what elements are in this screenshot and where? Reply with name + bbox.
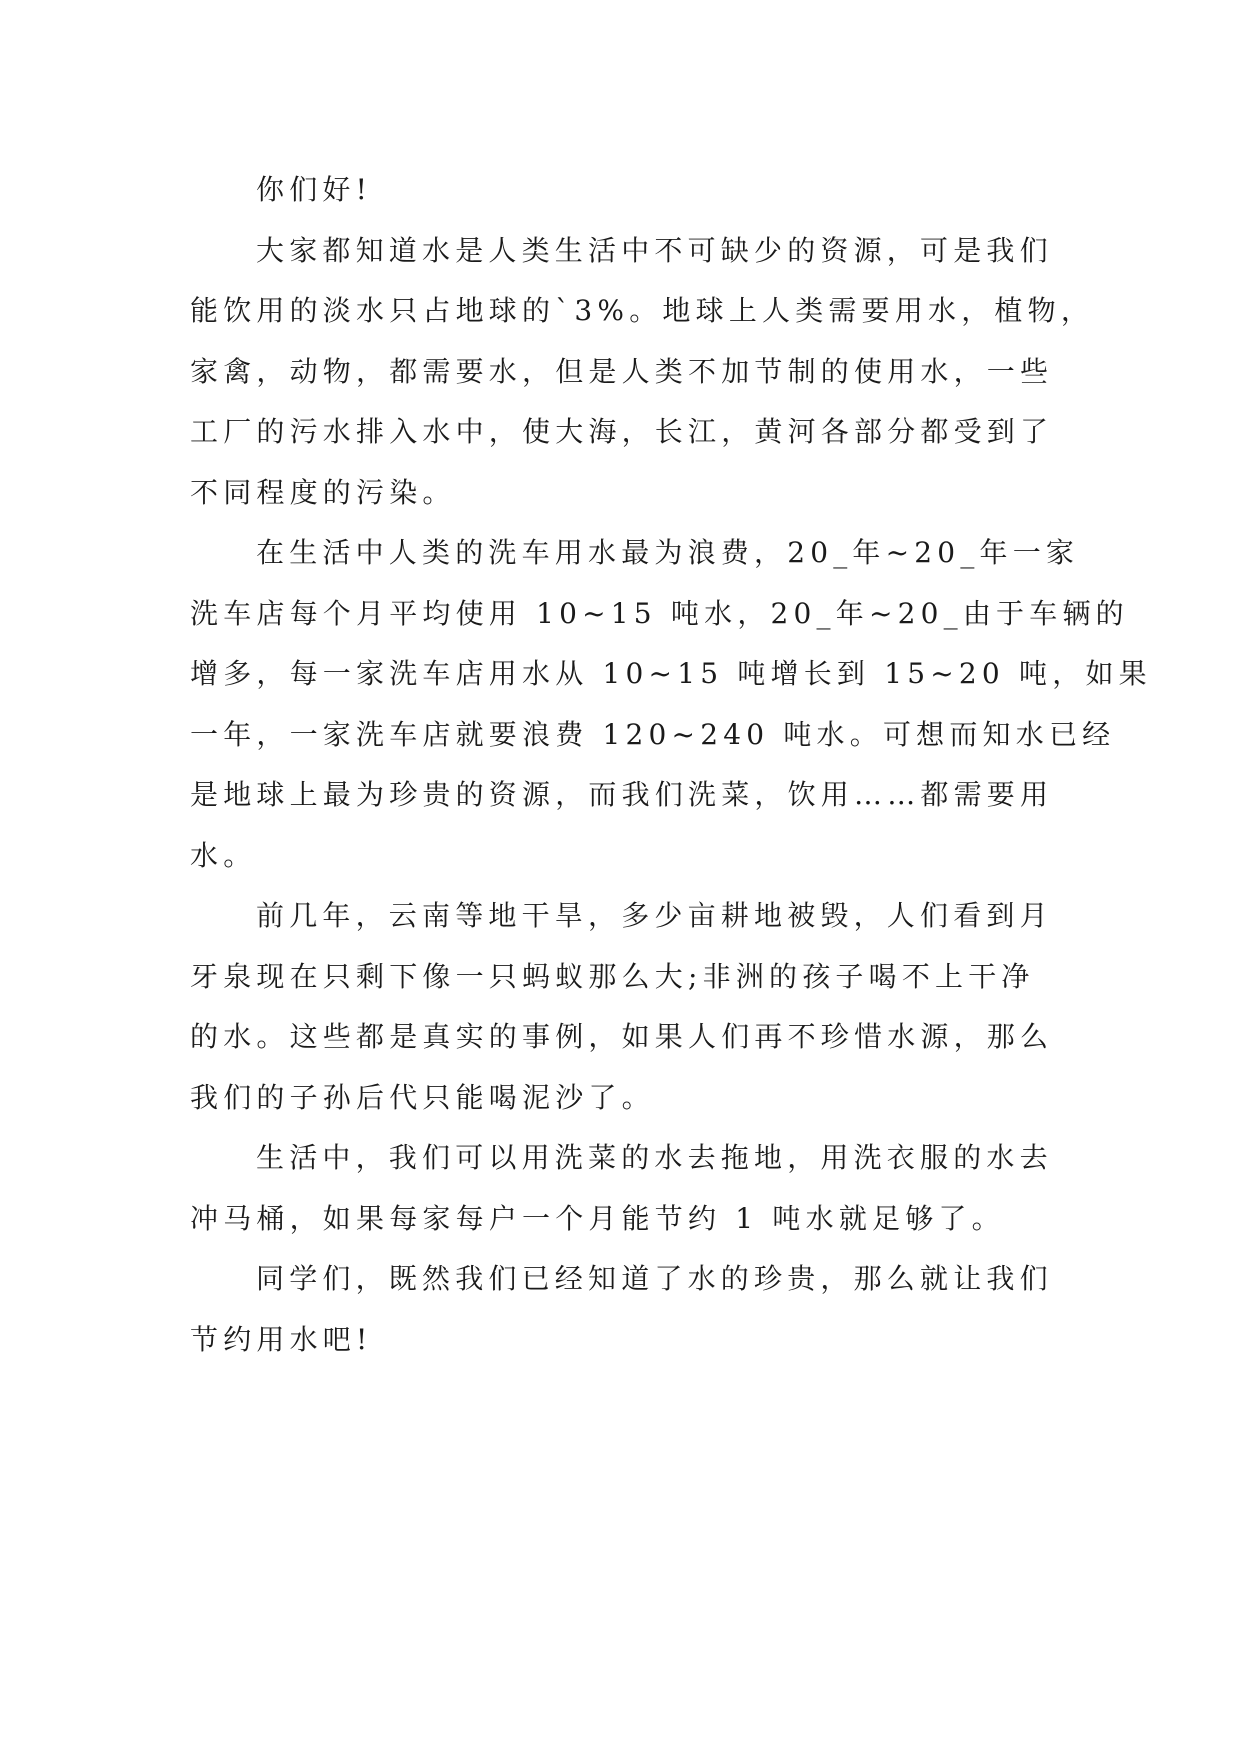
text-line: 不同程度的污染。 — [190, 475, 456, 509]
text-line: 在生活中人类的洗车用水最为浪费，20_年~20_年一家 — [256, 536, 1080, 569]
text-line: 工厂的污水排入水中，使大海，长江，黄河各部分都受到了 — [190, 415, 1054, 448]
text-line: 前几年，云南等地干旱，多少亩耕地被毁，人们看到月 — [256, 899, 1053, 932]
greeting-paragraph — [190, 160, 1050, 221]
text-line: 同学们，既然我们已经知道了水的珍贵，那么就让我们 — [256, 1262, 1053, 1295]
text-line: 增多，每一家洗车店用水从 10~15 吨增长到 15~20 吨，如果 — [190, 657, 1152, 690]
text-line: 能饮用的淡水只占地球的`3%。地球上人类需要用水，植物， — [190, 294, 1095, 327]
paragraph-car-wash — [190, 523, 1152, 886]
text-line: 是地球上最为珍贵的资源，而我们洗菜，饮用……都需要用 — [190, 778, 1054, 811]
paragraph-drought — [190, 886, 1054, 1128]
text-line: 大家都知道水是人类生活中不可缺少的资源，可是我们 — [256, 233, 1053, 267]
paragraph-water-resource — [190, 221, 1095, 524]
text-line: 家禽，动物，都需要水，但是人类不加节制的使用水，一些 — [190, 354, 1054, 388]
text-line: 一年，一家洗车店就要浪费 120~240 吨水。可想而知水已经 — [190, 717, 1116, 751]
text-line: 生活中，我们可以用洗菜的水去拖地，用洗衣服的水去 — [256, 1141, 1053, 1174]
text-line: 水。 — [190, 838, 257, 872]
text-line: 牙泉现在只剩下像一只蚂蚁那么大;非洲的孩子喝不上干净 — [190, 959, 1035, 993]
text-line: 的水。这些都是真实的事例，如果人们再不珍惜水源，那么 — [190, 1020, 1054, 1053]
text-line: 冲马桶，如果每家每户一个月能节约 1 吨水就足够了。 — [190, 1201, 1005, 1235]
text-line: 我们的子孙后代只能喝泥沙了。 — [190, 1080, 655, 1114]
paragraph-daily-saving — [190, 1128, 1053, 1249]
letter-body — [190, 160, 1152, 1370]
closing-paragraph — [190, 1249, 1053, 1370]
text-line: 你们好! — [256, 173, 373, 206]
text-line: 节约用水吧! — [190, 1322, 373, 1356]
text-line: 洗车店每个月平均使用 10~15 吨水，20_年~20_由于车辆的 — [190, 596, 1129, 630]
